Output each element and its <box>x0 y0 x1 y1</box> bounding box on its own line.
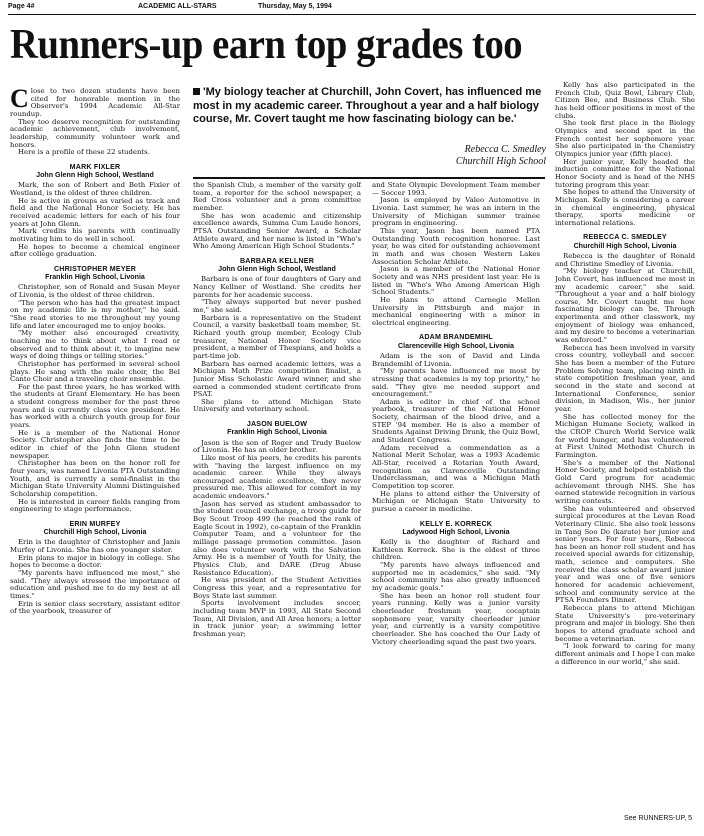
student-byline <box>555 233 695 249</box>
paragraph: Adam is the son of David and Linda Brandemihl of Livonia. <box>372 351 540 368</box>
paragraph: He is interested in career fields ranging from engineering to stage performance. <box>10 497 180 514</box>
attribution-school: Churchill High School <box>455 156 546 167</box>
issue-date: Thursday, May 5, 1994 <box>258 3 332 10</box>
paragraph: She has won academic and citizenship excellence awards, Summa Cum Laude honors, PTSA Outstanding Senior Award, a Scholar Athlete award, and her name is listed in "Who's Who Among American High School Students." <box>193 211 361 251</box>
section-name: ACADEMIC ALL-STARS <box>138 3 217 10</box>
student-byline <box>10 163 180 179</box>
student-school: Churchill High School, Livonia <box>573 241 677 250</box>
column-4 <box>555 82 695 812</box>
student-byline <box>372 333 540 349</box>
page-header <box>8 2 696 15</box>
paragraph: This year, Jason has been named PTA Outstanding Youth recognition honoree. Last year, he was cited for outstanding achievement in math and was chosen Western Lakes Association Scholar Athlete. <box>372 226 540 266</box>
pull-quote-attribution <box>400 144 546 168</box>
paragraph: He was president of the Student Activities Congress this year, and a representative for Boys State last summer. <box>193 576 361 600</box>
paragraph: Christopher has performed in several school plays. He sang with the male choir, the Bel Canto Choir and a traveling choir ensemble. <box>10 359 180 384</box>
paragraph: Rebecca is the daughter of Ronald and Christine Smedley of Livonia. <box>555 251 695 268</box>
square-bullet-icon <box>193 88 200 95</box>
student-school: Franklin High School, Livonia <box>227 428 327 437</box>
paragraph: "My parents have influenced me most," she said. "They always stressed the importance of education and pushed me to do my best at all times." <box>10 569 180 600</box>
student-name: MARK FIXLER <box>69 162 121 171</box>
paragraph: For the past three years, he has worked with the students at Grant Elementary. He has been a student congress member for the past three years and is currently class vice president. He has worked with a church youth group for four years. <box>10 382 180 430</box>
paragraph: the Spanish Club, a member of the varsity golf team, a reporter for the school newspaper, a Red Cross volunteer and a prom committee member. <box>193 182 361 212</box>
column-3 <box>372 182 540 830</box>
paragraph: She took first place in the Biology Olympics and second spot in the French contest her sophomore year. She also participated in the Chemistry Olympics junior year (fifth place). <box>555 119 695 158</box>
student-byline <box>193 257 361 273</box>
paragraph: Here is a profile of these 22 students. <box>18 148 150 157</box>
student-name: BARBARA KELLNER <box>239 256 315 265</box>
paragraph: Christopher, son of Ronald and Susan Meyer of Livonia, is the oldest of three children. <box>10 283 180 299</box>
headline: Runners-up earn top grades too <box>10 22 523 68</box>
paragraph: Rebecca plans to attend Michigan State University's pre-veterinary program and major in biology. She then hopes to attend graduate school and become a veterinarian. <box>555 604 695 643</box>
paragraph: He is active in groups as varied as track and field and the National Honor Society. He has received academic letters for each of his four years at John Glenn. <box>10 196 180 228</box>
student-name: CHRISTOPHER MEYER <box>53 264 137 273</box>
paragraph: "They always supported but never pushed me," she said. <box>193 298 361 314</box>
paragraph: She has collected money for the Michigan Humane Society, walked in the CROP Church World Service walk for world hunger, and has volunteered at First United Methodist Church in Farmington. <box>555 412 695 459</box>
student-byline <box>10 265 180 281</box>
paragraph: They too deserve recognition for outstanding academic achievement, club involvement, leadership, community volunteer work and honors. <box>10 117 180 149</box>
student-byline <box>193 420 361 436</box>
page-number: Page 4# <box>8 3 35 10</box>
paragraph: Christopher has been on the honor roll for four years, was named Livonia PTA Outstanding Youth, and is currently a semi-finalist in the Michigan State University Alumni Distinguished Scholarship competition. <box>10 459 180 498</box>
column-1 <box>10 88 180 830</box>
student-name: ERIN MURFEY <box>69 519 121 528</box>
paragraph: "My parents have always influenced and supported me in academics," she said. "My school community has also greatly influenced my academic goals." <box>372 561 540 592</box>
student-byline <box>10 520 180 536</box>
paragraph: He plans to attend either the University of Michigan or Michigan State University to pursue a career in medicine. <box>372 489 540 513</box>
paragraph: Barbara is one of four daughters of Gary and Nancy Kellner of Westland. She credits her parents for her academic success. <box>193 275 361 299</box>
intro-paragraph: Close to two dozen students have been cited for honorable mention in the Observer's 1994 Academic All-Star roundup. <box>10 88 180 118</box>
paragraph: Jason is the son of Roger and Trudy Buelow of Livonia. He has an older brother. <box>193 438 361 455</box>
student-school: Franklin High School, Livonia <box>45 273 145 282</box>
column-2 <box>193 182 361 830</box>
paragraph: Like most of his peers, he credits his parents with "having the largest influence on my academic career. While they always encouraged academic excellence, they never pressured me. This allowed for comfort in my academic endeavors." <box>193 453 361 501</box>
paragraph: Mark, the son of Robert and Beth Fixler of Westland, is the oldest of three children. <box>10 181 180 197</box>
pull-quote-text: 'My biology teacher at Churchill, John Covert, has influenced me most in my academic career. Throughout a year and a half biology course, Mr. Covert taught me how fascinating biology can be.' <box>193 86 542 126</box>
paragraph: Kelly is the daughter of Richard and Kathleen Korreck. She is the eldest of three children. <box>372 538 540 562</box>
student-school: Churchill High School, Livonia <box>43 528 147 537</box>
student-school: Ladywood High School, Livonia <box>402 527 510 536</box>
paragraph: Barbara has earned academic letters, was a Michigan Math Prize competition finalist, a Junior Miss Scholastic Award winner, and she earned a commended student certificate from PSAT. <box>193 359 361 399</box>
paragraph: Rebecca has been involved in varsity cross country, volleyball and soccer. She has been a member of the Future Problem Solving team, placing ninth in state competition freshman year, and second in the state and second at International Conference, senior division, in Madison, Wis., her junior year. <box>555 343 695 413</box>
paragraph: Erin is senior class secretary, assistant editor of the yearbook, treasurer of <box>10 599 180 616</box>
paragraph: She's a member of the National Honor Society, and helped establish the Gold Card program for academic achievement through NHS. She has earned statewide recognition in various writing contests. <box>555 458 695 505</box>
student-byline <box>372 520 540 536</box>
student-school: John Glenn High School, Westland <box>218 265 336 274</box>
paragraph: and State Olympic Development Team member — Soccer 1993. <box>372 182 540 197</box>
paragraph: Mark credits his parents with continually motivating him to do well in school. <box>10 227 180 243</box>
paragraph: He is a member of the National Honor Society. Christopher also finds the time to be editor in chief of the John Glenn student newspaper. <box>10 428 180 460</box>
paragraph: He hopes to become a chemical engineer after college graduation. <box>10 242 180 259</box>
paragraph: "I look forward to caring for many different animals and I hope I can make a difference in our world," she said. <box>555 642 695 666</box>
paragraph: Erin is the daughter of Christopher and Janis Murfey of Livonia. She has one younger sister. <box>10 538 180 555</box>
paragraph: "My parents have influenced me most by stressing that academics is my top priority," he said. "They give me needed support and encouragement." <box>372 367 540 399</box>
paragraph: Erin plans to major in biology in college. She hopes to become a doctor. <box>10 553 180 570</box>
student-name: JASON BUELOW <box>246 420 308 429</box>
drop-cap: C <box>10 88 29 113</box>
paragraph: "The person who has had the greatest impact on my academic life is my mother," he said. "She read stories to me throughout my young life and later encouraged me to enjoy books. <box>10 298 180 330</box>
paragraph: Barbara is a representative on the Student Council, a varsity basketball team member, St. Richard youth group member, Ecology Club treasurer, National Honor Society vice president, a member of Thespians, and holds a part-time job. <box>193 313 361 360</box>
paragraph: Jason is employed by Valeo Automotive in Livonia. Last summer, he was an intern in the University of Michigan summer trainee program in engineering. <box>372 196 540 228</box>
paragraph: "My biology teacher at Churchill, John Covert, has influenced me most in my academic career," she said. "Throughout a year and a half biology course, Mr. Covert taught me how fascinating biology can be. Through experimenta and other classwork, my enjoyment of biology was enhanced, and my desire to become a veterinarian was enforced." <box>555 267 695 345</box>
attribution-name: Rebecca C. Smedley <box>464 144 546 155</box>
paragraph: Adam received a commendation as a National Merit Scholar, was a 1993 Academic All-Star, received a Rotarian Youth Award, recognition as Clarenceville Outstanding Underclassman, and was a Michigan Math Competition top scorer. <box>372 443 540 491</box>
continued-jump-line: See RUNNERS-UP, 5 <box>624 815 692 822</box>
student-name: REBECCA C. SMEDLEY <box>583 233 667 242</box>
pull-quote <box>193 86 545 127</box>
paragraph: Jason is a member of the National Honor Society and was NHS president last year. He is listed in "Who's Who Among American High School Students." <box>372 265 540 297</box>
paragraph: Her junior year, Kelly headed the induction committee for the National Honor Society and is head of the NHS tutoring program this year. <box>555 157 695 189</box>
student-name: ADAM BRANDEMIHL <box>419 333 493 342</box>
paragraph: She has been an honor roll student four years running. Kelly was a junior varsity cheerleader freshman year, cocaptain sophomore year, varsity cheerleader junior year, and currently is a varsity competitive cheerleader. She has coached the Our Lady of Victory cheerleading squad the past two years. <box>372 591 540 646</box>
paragraph: Sports involvement includes soccer, including team MVP in 1993, All State Second Team, All Division, and All Area honors; a letter in track junior year; a swimming letter freshman year; <box>193 599 361 638</box>
paragraph: She has volunteered and observed surgical procedures at the Levan Road Veterinary Clinic. She also took lessons in Tang Soo Do (karate) her junior and senior years. For four years, Rebecca has been an honor roll student and has received special awards for citizenship, math, science and computers. She received the class scholar award junior year and was one of five seniors honored for academic achievement, school and community service at the PTSA Founders Dinner. <box>555 504 695 605</box>
paragraph: Kelly has also participated in the French Club, Quiz Bowl, Library Club, Citizen Bee, and Business Club. She has held officer positions in most of the clubs. <box>555 82 695 120</box>
student-school: Clarenceville High School, Livonia <box>398 341 514 350</box>
student-name: KELLY E. KORRECK <box>419 519 493 528</box>
student-school: John Glenn High School, Westland <box>36 171 154 180</box>
paragraph: "My mother also encouraged creativity, teaching me to think about what I read or observed and to think about it, to imagine new ways of doing things or telling stories." <box>10 329 180 361</box>
paragraph: Adam is editor in chief of the school yearbook, treasurer of the National Honor Society, chairman of the blood drive, and a STEP '94 member. He is also a member of Students Against Driving Drunk, the Quiz Bowl, and Student Congress. <box>372 397 540 445</box>
paragraph: She plans to attend Michigan State University and veterinary school. <box>193 397 361 414</box>
paragraph: He plans to attend Carnegie Mellon University in Pittsburgh and major in mechanical engineering with a minor in electrical engineering. <box>372 295 540 327</box>
paragraph: She hopes to attend the University of Michigan. Kelly is considering a career in chemical engineering, physical therapy, sports medicine or international relations. <box>555 188 695 227</box>
pull-quote-rule <box>193 177 545 179</box>
paragraph: Jason has served as student ambassador to the student council exchange, a troop guide for Boy Scout Troop 499 (he reached the rank of Eagle Scout in 1992), co-captain of the Franklin Computer Team, and a volunteer for the millage passage promotion committee. Jason also does volunteer work with the Salvation Army. He is a member of Youth for Unity, the Physics Club, and DARE (Drug Abuse Resistance Education). <box>193 499 361 577</box>
